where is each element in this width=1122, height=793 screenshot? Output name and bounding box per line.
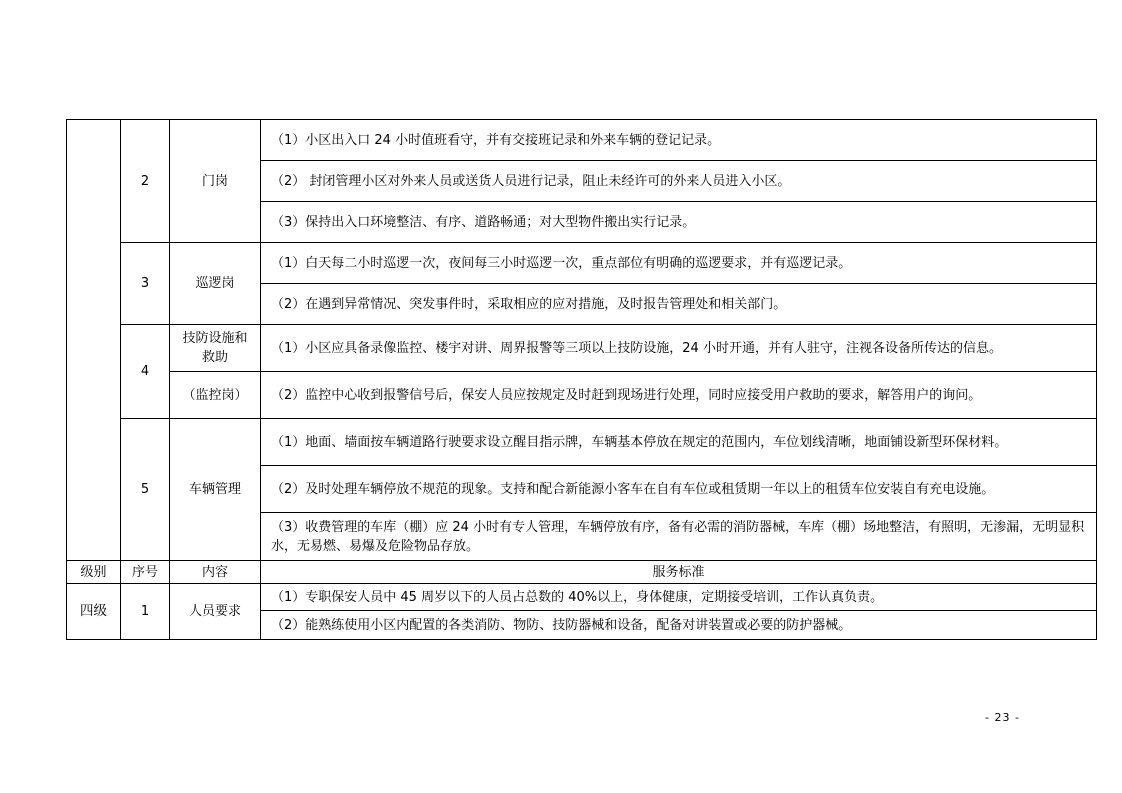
table-row <box>67 372 1097 419</box>
standard-item: （1）白天每二小时巡逻一次，夜间每三小时巡逻一次，重点部位有明确的巡逻要求，并有巡逻记录。 <box>261 243 1097 284</box>
seq-cell: 1 <box>121 584 170 640</box>
standard-item: （2）在遇到异常情况、突发事件时，采取相应的应对措施，及时报告管理处和相关部门。 <box>261 284 1097 325</box>
standard-item: （2）能熟练使用小区内配置的各类消防、物防、技防器械和设备，配备对讲装置或必要的防护器械。 <box>261 611 1097 640</box>
standard-item: （3）收费管理的车库（棚）应 24 小时有专人管理，车辆停放有序，备有必需的消防器械，车库（棚）场地整洁，有照明，无渗漏，无明显积水，无易燃、易爆及危险物品存放。 <box>261 513 1097 561</box>
content-cell: 门岗 <box>170 120 261 243</box>
table-row <box>67 419 1097 466</box>
standard-item: （1）小区出入口 24 小时值班看守，并有交接班记录和外来车辆的登记记录。 <box>261 120 1097 161</box>
content-cell: 巡逻岗 <box>170 243 261 325</box>
content-cell: 车辆管理 <box>170 419 261 561</box>
header-content: 内容 <box>170 561 261 584</box>
table-row <box>67 120 1097 161</box>
level-cell-continued <box>67 120 121 561</box>
header-level: 级别 <box>67 561 121 584</box>
header-standard: 服务标准 <box>261 561 1097 584</box>
seq-cell: 5 <box>121 419 170 561</box>
standard-item: （1）地面、墙面按车辆道路行驶要求设立醒目指示牌，车辆基本停放在规定的范围内，车位划线清晰，地面铺设新型环保材料。 <box>261 419 1097 466</box>
content-cell: （监控岗） <box>170 372 261 419</box>
table-row <box>67 584 1097 611</box>
standard-item: （2）及时处理车辆停放不规范的现象。支持和配合新能源小客车在自有车位或租赁期一年以上的租赁车位安装自有充电设施。 <box>261 466 1097 513</box>
seq-cell: 4 <box>121 325 170 419</box>
service-standard-table <box>66 119 1097 640</box>
seq-cell: 2 <box>121 120 170 243</box>
standard-item: （1）专职保安人员中 45 周岁以下的人员占总数的 40%以上，身体健康，定期接受培训，工作认真负责。 <box>261 584 1097 611</box>
table-row <box>67 243 1097 284</box>
page-number: - 23 - <box>985 711 1020 724</box>
level-cell: 四级 <box>67 584 121 640</box>
table-row <box>67 325 1097 372</box>
standard-item: （3）保持出入口环境整洁、有序、道路畅通；对大型物件搬出实行记录。 <box>261 202 1097 243</box>
standard-item: （2）监控中心收到报警信号后，保安人员应按规定及时赶到现场进行处理，同时应接受用户救助的要求，解答用户的询问。 <box>261 372 1097 419</box>
content-cell: 人员要求 <box>170 584 261 640</box>
seq-cell: 3 <box>121 243 170 325</box>
content-cell: 技防设施和救助 <box>170 325 261 372</box>
header-seq: 序号 <box>121 561 170 584</box>
standard-item: （1）小区应具备录像监控、楼宇对讲、周界报警等三项以上技防设施，24 小时开通，并有人驻守，注视各设备所传达的信息。 <box>261 325 1097 372</box>
table-header-row <box>67 561 1097 584</box>
standard-item: （2） 封闭管理小区对外来人员或送货人员进行记录，阻止未经许可的外来人员进入小区。 <box>261 161 1097 202</box>
